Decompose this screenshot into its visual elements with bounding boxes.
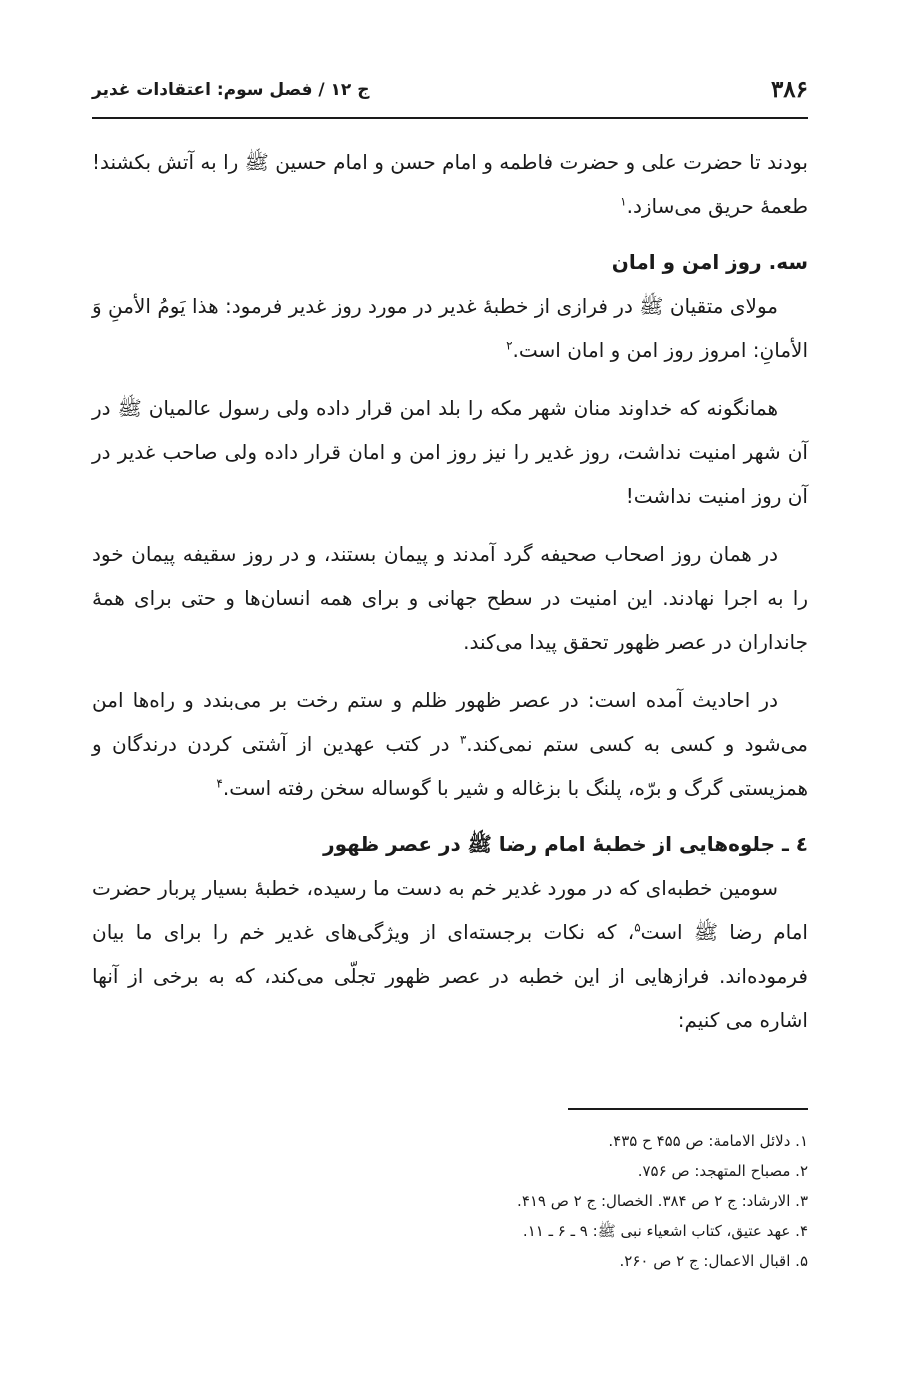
running-title: ج ۱۲ / فصل سوم: اعتقادات غدیر: [92, 80, 370, 100]
section-heading-3: سه. روز امن و امان: [611, 250, 808, 274]
footnote-ref-2: ۲: [506, 338, 513, 353]
footnote-item: ۳. الارشاد: ج ۲ ص ۳۸۴. الخصال: ج ۲ ص ۴۱۹.: [517, 1192, 808, 1210]
paragraph-6: سومین خطبه‌ای که در مورد غدیر خم به دست ما رسیده، خطبهٔ بسیار پربار حضرت امام رضا ﷺ است$^۵$، که نکات برجسته‌ای از ویژگی‌های غدیر خم را برای ما بیان فرموده‌اند. فرازهایی از این خطبه در عصر ظهور تجلّی می‌کند، که به برخی از آنها اشاره می کنیم:: [92, 876, 808, 1032]
footnote-rule: [568, 1108, 808, 1110]
header-rule: [92, 117, 808, 119]
footnote-item: ۴. عهد عتیق، کتاب اشعیاء نبی ﷺ: ۹ ـ ۶ ـ ۱۱.: [522, 1222, 808, 1240]
page-number: ۳۸۶: [770, 76, 808, 103]
footnote-ref-4: ۴: [216, 776, 223, 791]
section-heading-4: ٤ ـ جلوه‌هایی از خطبهٔ امام رضا ﷺ در عصر ظهور: [323, 832, 808, 856]
footnote-item: ۲. مصباح المتهجد: ص ۷۵۶.: [637, 1162, 808, 1180]
footnotes: [92, 1126, 808, 1276]
footnote-item: ۱. دلائل الامامة: ص ۴۵۵ ح ۴۳۵.: [608, 1132, 808, 1150]
footnote-ref-5: ۵: [634, 920, 641, 935]
footnote-ref-3: ۳: [459, 732, 467, 747]
paragraph-3: همانگونه که خداوند منان شهر مکه را بلد امن قرار داده ولی رسول عالمیان ﷺ در آن شهر امنیت نداشت، روز غدیر را نیز روز امن و امان قرار داده ولی صاحب غدیر در آن روز امنیت نداشت!: [92, 396, 808, 508]
body-text: [92, 140, 808, 1042]
page-header: [92, 70, 808, 110]
footnote-item: ۵. اقبال الاعمال: ج ۲ ص ۲۶۰.: [619, 1252, 808, 1270]
footnote-ref-1: ۱: [620, 194, 627, 209]
paragraph-1: بودند تا حضرت علی و حضرت فاطمه و امام حسن و امام حسین ﷺ را به آتش بکشند! طعمهٔ حریق می‌سازد.$^۱$: [92, 150, 808, 218]
paragraph-5: در احادیث آمده است: در عصر ظهور ظلم و ستم رخت بر می‌بندد و راه‌ها امن می‌شود و کسی به کسی ستم نمی‌کند.$^۳$ در کتب عهدین از آشتی کردن درندگان و همزیستی گرگ و برّه، پلنگ با بزغاله و شیر با گوساله سخن رفته است.$^۴$: [92, 688, 808, 800]
paragraph-4: در همان روز اصحاب صحیفه گرد آمدند و پیمان بستند، و در روز سقیفه پیمان خود را به اجرا نهادند. این امنیت در سطح جهانی و برای همه انسان‌ها و حتی برای همهٔ جانداران در عصر ظهور تحقق پیدا می‌کند.: [92, 542, 808, 654]
paragraph-2: مولای متقیان ﷺ در فرازی از خطبهٔ غدیر در مورد روز غدیر فرمود: هذا یَومُ الأمنِ وَ الأمانِ: امروز روز امن و امان است.$^۲$: [92, 294, 808, 362]
